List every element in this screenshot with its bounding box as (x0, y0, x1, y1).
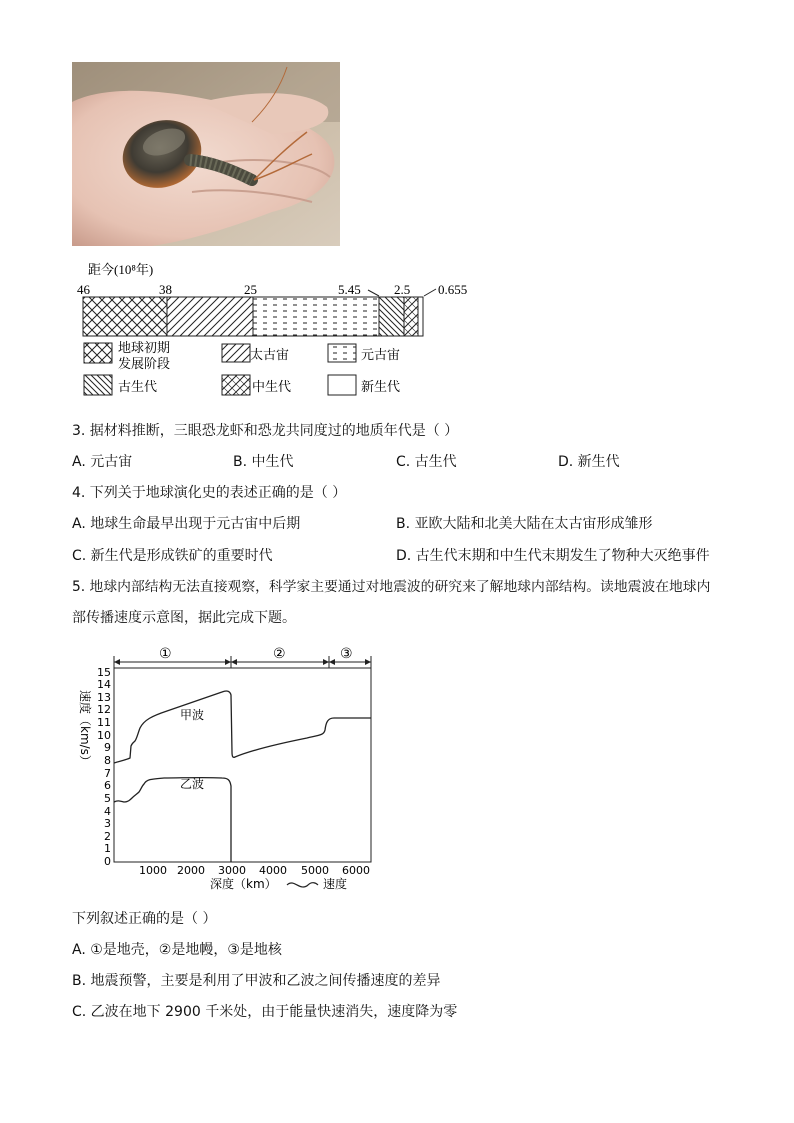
x-tick: 3000 (218, 864, 246, 877)
question-5-prompt: 下列叙述正确的是（ ） (72, 911, 217, 927)
y-tick: 5 (104, 792, 111, 805)
question-3-stem: 3. 据材料推断，三眼恐龙虾和恐龙共同度过的地质年代是（ ） (72, 423, 459, 439)
x-axis-label: 深度（km） (210, 877, 277, 891)
timeline-axis-title: 距今(10⁸年) (88, 262, 154, 277)
x-tick: 1000 (139, 864, 167, 877)
zone-label-1: ① (159, 646, 172, 662)
timeline-tick: 0.655 (438, 282, 468, 297)
question-3-option-c[interactable]: C. 古生代 (396, 454, 457, 470)
y-axis (97, 666, 111, 868)
question-3-option-b[interactable]: B. 中生代 (233, 454, 294, 470)
y-tick: 7 (104, 767, 111, 780)
question-4-option-a[interactable]: A. 地球生命最早出现于元古宙中后期 (72, 516, 301, 532)
timeline-tick: 2.5 (394, 282, 411, 297)
wave-b-curve (114, 778, 231, 862)
legend-speed-label: 速度 (323, 877, 348, 891)
question-5-option-c[interactable]: C. 乙波在地下 2900 千米处，由于能量快速消失，速度降为零 (72, 1004, 458, 1020)
question-4-option-b[interactable]: B. 亚欧大陆和北美大陆在太古宙形成雏形 (396, 516, 653, 532)
question-5-stem-line1: 5. 地球内部结构无法直接观察，科学家主要通过对地震波的研究来了解地球内部结构。读地震波在地球内 (72, 579, 711, 595)
y-tick: 3 (104, 817, 111, 830)
legend-wave-symbol (287, 883, 318, 887)
wave-a-curve (114, 691, 371, 763)
question-3-option-d[interactable]: D. 新生代 (558, 454, 620, 470)
timeline-tick: 5.45 (338, 282, 361, 297)
legend-label: 中生代 (252, 379, 292, 394)
y-tick: 9 (104, 741, 111, 754)
segment-early-earth (83, 297, 167, 336)
tadpole-shrimp-photo (72, 62, 340, 246)
legend-swatch-mesozoic (222, 375, 250, 395)
x-axis (139, 864, 370, 877)
legend-swatch-proterozoic (328, 344, 356, 362)
y-tick: 8 (104, 754, 111, 767)
zone-label-3: ③ (340, 646, 353, 662)
y-tick: 15 (97, 666, 111, 679)
geologic-timeline (72, 260, 492, 400)
question-4-stem: 4. 下列关于地球演化史的表述正确的是（ ） (72, 485, 347, 501)
timeline-tick: 25 (244, 282, 257, 297)
y-tick: 0 (104, 855, 111, 868)
question-5-option-a[interactable]: A. ①是地壳，②是地幔，③是地核 (72, 942, 282, 958)
legend-label: 太古宙 (250, 347, 290, 362)
x-tick: 4000 (259, 864, 287, 877)
y-axis-label: 速度（km/s） (78, 690, 92, 767)
plot-frame (114, 668, 371, 862)
segment-cenozoic (418, 297, 423, 336)
wave-b-label: 乙波 (180, 777, 205, 791)
legend-label: 地球初期 (118, 340, 171, 355)
y-tick: 4 (104, 805, 111, 818)
legend-label: 古生代 (118, 379, 158, 394)
question-4-option-c[interactable]: C. 新生代是形成铁矿的重要时代 (72, 548, 273, 564)
y-tick: 13 (97, 691, 111, 704)
segment-mesozoic (404, 297, 418, 336)
question-5-stem-line2: 部传播速度示意图，据此完成下题。 (72, 610, 296, 626)
y-tick: 6 (104, 779, 111, 792)
y-tick: 1 (104, 842, 111, 855)
question-3-option-a[interactable]: A. 元古宙 (72, 454, 133, 470)
y-tick: 2 (104, 830, 111, 843)
y-tick: 12 (97, 703, 111, 716)
seismic-wave-chart (72, 640, 382, 895)
legend-label: 元古宙 (361, 347, 401, 362)
y-tick: 11 (97, 716, 111, 729)
y-tick: 14 (97, 678, 111, 691)
y-tick: 10 (97, 729, 111, 742)
x-tick: 5000 (301, 864, 329, 877)
timeline-tick: 46 (77, 282, 90, 297)
legend-swatch-paleozoic (84, 375, 112, 395)
timeline-tick: 38 (159, 282, 172, 297)
segment-proterozoic (253, 297, 379, 336)
wave-a-label: 甲波 (180, 708, 205, 722)
segment-paleozoic (379, 297, 404, 336)
zone-label-2: ② (273, 646, 286, 662)
segment-archean (167, 297, 253, 336)
legend-label: 新生代 (361, 379, 401, 394)
legend-swatch-archean (222, 344, 250, 362)
question-4-option-d[interactable]: D. 古生代末期和中生代末期发生了物种大灭绝事件 (396, 548, 710, 564)
legend-swatch-cenozoic (328, 375, 356, 395)
x-tick: 6000 (342, 864, 370, 877)
legend-label: 发展阶段 (118, 356, 171, 371)
question-5-option-b[interactable]: B. 地震预警，主要是利用了甲波和乙波之间传播速度的差异 (72, 973, 441, 989)
legend-swatch-early-earth (84, 343, 112, 363)
x-tick: 2000 (177, 864, 205, 877)
